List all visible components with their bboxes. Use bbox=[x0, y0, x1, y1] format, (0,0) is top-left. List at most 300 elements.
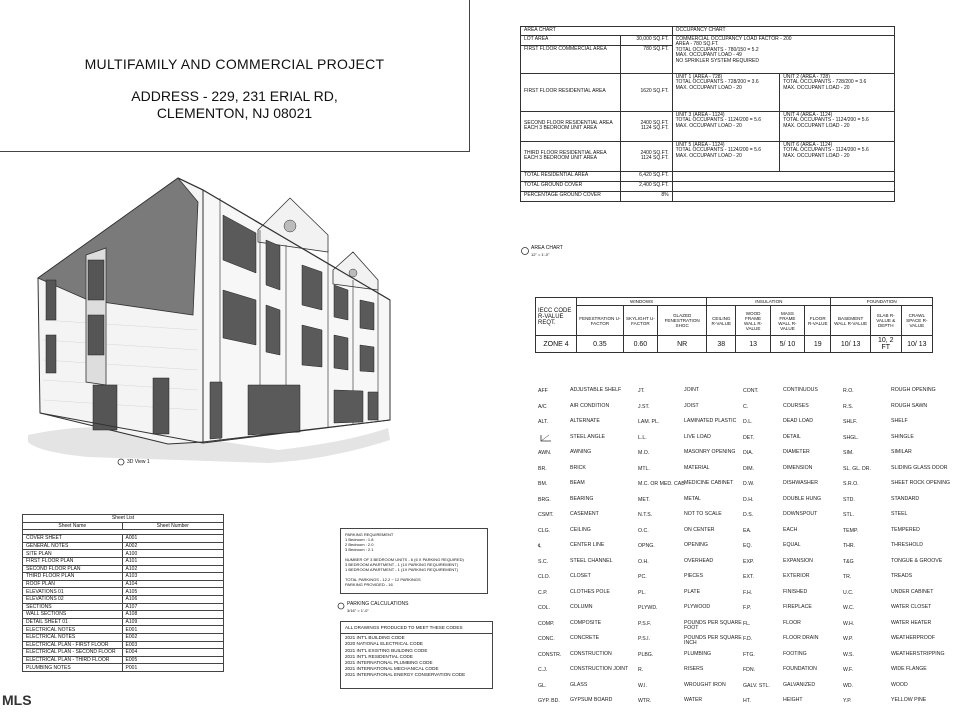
iecc-label: IECC CODE R-VALUE REQT. bbox=[536, 298, 577, 336]
abbreviation-code: R.S. bbox=[843, 403, 854, 410]
abbreviation-code: LAM. PL. bbox=[638, 419, 660, 425]
abbreviation-code: DIM. bbox=[743, 465, 754, 472]
area-row-label: PERCENTAGE GROUND COVER bbox=[521, 191, 621, 201]
abbreviation-code: W.C. bbox=[843, 605, 855, 611]
empty-cell bbox=[672, 181, 894, 191]
abbreviation-code: W.F. bbox=[843, 667, 854, 673]
abbreviation-code: O.H. bbox=[638, 558, 649, 565]
abbreviation-meaning: FINISHED bbox=[783, 588, 808, 595]
abbreviation-code: R.O. bbox=[843, 388, 854, 394]
title-block bbox=[0, 0, 470, 152]
abbreviation-meaning: DOWNSPOUT bbox=[783, 511, 818, 517]
sheet-name: DETAIL SHEET 01 bbox=[23, 618, 123, 626]
unit-occupancy: UNIT 1 (AREA - 728) TOTAL OCCUPANTS - 728/200 = 3.6 MAX. OCCUPANT LOAD - 20 bbox=[672, 73, 780, 111]
abbreviation-code: R. bbox=[638, 667, 644, 673]
abbreviation-meaning: WEATHERSTRIPPING bbox=[891, 650, 945, 657]
abbreviation-code: COL. bbox=[538, 605, 551, 611]
abbreviation-code: FDN. bbox=[743, 667, 756, 673]
iecc-column-header: BASEMENT WALL R-VALUE bbox=[831, 306, 870, 336]
abbreviation-code: PLYWD. bbox=[638, 605, 658, 611]
sheet-number: E001 bbox=[122, 626, 223, 634]
abbreviation-code: M.O. bbox=[638, 450, 650, 456]
parking-line: TOTAL PARKINGS - 12.2 ~ 12 PARKINGS bbox=[345, 577, 421, 582]
sheet-name: ELECTRICAL NOTES bbox=[23, 626, 123, 634]
abbreviation-meaning: PLATE bbox=[684, 588, 701, 595]
abbreviation-meaning: MEDICINE CABINET bbox=[684, 480, 734, 486]
abbreviation-code: COMP. bbox=[538, 620, 555, 627]
sheet-number-header: Sheet Number bbox=[122, 522, 223, 530]
abbreviation-meaning: TEMPERED bbox=[891, 526, 920, 533]
area-row-label: THIRD FLOOR RESIDENTIAL AREA EACH 3 BEDROOM UNIT AREA bbox=[521, 141, 621, 171]
sheet-number: E005 bbox=[122, 656, 223, 664]
abbreviation-code: BR. bbox=[538, 465, 547, 472]
abbreviation-meaning: TREADS bbox=[891, 573, 913, 579]
abbreviation-code: GL. bbox=[538, 682, 547, 689]
abbreviation-code: O.C. bbox=[638, 527, 649, 534]
parking-line: 1 Bedroom : 1.8 bbox=[345, 537, 374, 542]
abbreviation-meaning: GYPSUM BOARD bbox=[570, 697, 613, 703]
abbreviation-meaning: AWNING bbox=[570, 449, 592, 455]
sheet-number: P001 bbox=[122, 664, 223, 672]
abbreviation-meaning: COLUMN bbox=[570, 604, 593, 610]
abbreviation-code: FTG. bbox=[743, 651, 755, 658]
abbreviation-code: CSMT. bbox=[538, 512, 554, 518]
area-row-value: 8% bbox=[620, 191, 672, 201]
abbreviation-meaning: YELLOW PINE bbox=[891, 697, 927, 703]
abbreviation-code: TR. bbox=[843, 574, 852, 580]
abbreviation-code: BM. bbox=[538, 481, 548, 487]
table-row bbox=[23, 573, 224, 581]
abbreviation-meaning: ON CENTER bbox=[684, 526, 715, 533]
sheet-number: A103 bbox=[122, 573, 223, 581]
sheet-list-title: Sheet List bbox=[23, 515, 224, 523]
steel-angle-icon bbox=[540, 434, 552, 442]
codes-box bbox=[340, 621, 493, 689]
abbreviation-meaning: METAL bbox=[684, 495, 701, 502]
sheet-name: SITE PLAN bbox=[23, 550, 123, 558]
abbreviation-meaning: SHINGLE bbox=[891, 433, 914, 440]
code-line: 2020 NATIONAL ELECTRICAL CODE bbox=[345, 641, 423, 647]
abbreviation-code: W.H. bbox=[843, 620, 855, 627]
abbreviation-code: Y.P. bbox=[843, 698, 852, 704]
iecc-group-insulation: INSULATION bbox=[707, 298, 831, 306]
view-label: 3D View 1 bbox=[127, 459, 150, 465]
view-callout-icon bbox=[116, 457, 126, 467]
area-row-value: 2400 SQ.FT. 1124 SQ.FT. bbox=[620, 141, 672, 171]
sheet-number: A109 bbox=[122, 618, 223, 626]
abbreviation-meaning: FOUNDATION bbox=[783, 666, 817, 672]
abbreviation-meaning: THRESHOLD bbox=[891, 542, 923, 548]
abbreviation-code: EA. bbox=[743, 527, 752, 534]
abbreviation-meaning: RISERS bbox=[684, 666, 704, 672]
area-row-value: 780 SQ.FT. bbox=[620, 45, 672, 73]
abbreviation-code: ALT. bbox=[538, 419, 548, 425]
abbreviation-meaning: WIDE FLANGE bbox=[891, 666, 927, 672]
empty-cell bbox=[672, 171, 894, 181]
abbreviation-code: DIA. bbox=[743, 450, 754, 456]
abbreviation-meaning: UNDER CABINET bbox=[891, 588, 934, 595]
sheet-number: E003 bbox=[122, 641, 223, 649]
abbreviation-code: W.P. bbox=[843, 636, 854, 642]
sheet-number: E002 bbox=[122, 633, 223, 641]
sheet-name: ELEVATIONS 01 bbox=[23, 588, 123, 596]
abbreviation-meaning: AIR CONDITION bbox=[570, 402, 610, 409]
abbreviation-meaning: DIAMETER bbox=[783, 449, 810, 455]
iecc-column-header: GLAZED FENESTRATION SHGC bbox=[658, 306, 707, 336]
iecc-column-header: MASS FRAME WALL R-VALUE bbox=[770, 306, 804, 336]
abbreviation-code: C.J. bbox=[538, 667, 548, 673]
abbreviation-code: GALV. STL. bbox=[743, 682, 770, 689]
abbreviation-meaning: CASEMENT bbox=[570, 511, 599, 517]
abbreviation-meaning: ALTERNATE bbox=[570, 418, 600, 424]
abbreviation-code: D.S. bbox=[743, 512, 754, 518]
abbreviation-code: WD. bbox=[843, 682, 854, 689]
abbreviation-code: TEMP. bbox=[843, 527, 859, 534]
abbreviation-code: GYP. BD. bbox=[538, 698, 560, 704]
abbreviation-meaning: DOUBLE HUNG bbox=[783, 495, 822, 502]
sheet-name: SECTIONS bbox=[23, 603, 123, 611]
abbreviation-meaning: BEARING bbox=[570, 495, 594, 502]
abbreviation-meaning: MATERIAL bbox=[684, 464, 710, 471]
area-chart-scale: 12" = 1'-0" bbox=[531, 252, 550, 257]
table-row bbox=[23, 611, 224, 619]
iecc-value: 13 bbox=[736, 336, 771, 353]
abbreviation-code: S.R.O. bbox=[843, 481, 859, 487]
table-row bbox=[23, 664, 224, 672]
abbreviation-meaning: HEIGHT bbox=[783, 697, 803, 703]
iecc-group-windows: WINDOWS bbox=[577, 298, 707, 306]
abbreviation-code: MET. bbox=[638, 496, 650, 503]
sheet-number: A106 bbox=[122, 595, 223, 603]
iecc-table bbox=[535, 297, 933, 353]
abbreviation-meaning: WATER HEATER bbox=[891, 619, 932, 626]
area-row-label: TOTAL RESIDENTIAL AREA bbox=[521, 171, 621, 181]
area-row-label: TOTAL GROUND COVER bbox=[521, 181, 621, 191]
abbreviation-meaning: SHEET ROCK OPENING bbox=[891, 480, 950, 486]
parking-line: 2 Bedroom : 2.0 bbox=[345, 542, 374, 547]
abbreviation-code: HT. bbox=[743, 698, 751, 704]
area-row-value: 6,420 SQ.FT. bbox=[620, 171, 672, 181]
abbreviation-meaning: FOOTING bbox=[783, 650, 807, 657]
project-address: ADDRESS - 229, 231 ERIAL RD, CLEMENTON, NJ 08021 bbox=[131, 88, 338, 121]
sheet-name: ELECTRICAL PLAN - THIRD FLOOR bbox=[23, 656, 123, 664]
abbreviation-meaning: ROUGH SAWN bbox=[891, 402, 928, 409]
abbreviation-code: MTL. bbox=[638, 465, 650, 472]
abbreviation-code: PC. bbox=[638, 574, 647, 580]
empty-cell bbox=[672, 191, 894, 201]
abbreviation-code: D.L. bbox=[743, 419, 753, 425]
sheet-name: PLUMBING NOTES bbox=[23, 664, 123, 672]
area-chart-caption: AREA CHART bbox=[531, 245, 563, 251]
table-row bbox=[23, 641, 224, 649]
parking-caption: PARKING CALCULATIONS bbox=[347, 601, 409, 607]
area-row-value: 1620 SQ.FT. bbox=[620, 73, 672, 111]
abbreviation-code: FL. bbox=[743, 620, 751, 627]
abbreviation-code: DET. bbox=[743, 434, 755, 441]
abbreviation-meaning: ROUGH OPENING bbox=[891, 387, 936, 393]
building-3d-view bbox=[28, 160, 398, 465]
table-row bbox=[23, 633, 224, 641]
parking-line: PARKING PROVIDED - 16 bbox=[345, 582, 393, 587]
iecc-column-header: CRAWL SPACE R-VALUE bbox=[901, 306, 932, 336]
abbreviation-meaning: STEEL ANGLE bbox=[570, 433, 605, 440]
abbreviation-code: AFF bbox=[538, 388, 548, 394]
parking-callout-icon bbox=[336, 601, 346, 611]
abbreviation-meaning: CENTER LINE bbox=[570, 542, 605, 548]
abbreviation-meaning: TONGUE & GROOVE bbox=[891, 557, 943, 564]
abbreviation-code: F.P. bbox=[743, 605, 752, 611]
code-line: 2021 INTERNATIONAL MECHANICAL CODE bbox=[345, 666, 439, 672]
code-line: 2021 INT'L EXISTING BUILDING CODE bbox=[345, 647, 428, 653]
sheet-name: ELECTRICAL NOTES bbox=[23, 633, 123, 641]
abbreviation-meaning: PIECES bbox=[684, 573, 704, 579]
abbreviation-meaning: DISHWASHER bbox=[783, 480, 818, 486]
table-row bbox=[23, 557, 224, 565]
unit-occupancy: UNIT 3 (AREA - 1124) TOTAL OCCUPANTS - 1124/200 = 5.6 MAX. OCCUPANT LOAD - 20 bbox=[672, 111, 780, 141]
table-row bbox=[23, 550, 224, 558]
area-chart-table bbox=[520, 26, 895, 202]
sheet-number: A002 bbox=[122, 542, 223, 550]
abbreviation-meaning: WATER CLOSET bbox=[891, 604, 932, 610]
abbreviation-code: SIM. bbox=[843, 450, 854, 456]
sheet-name: ELECTRICAL PLAN - FIRST FLOOR bbox=[23, 641, 123, 649]
abbreviation-meaning: SIMILAR bbox=[891, 449, 912, 455]
table-row bbox=[23, 649, 224, 657]
commercial-occupancy: COMMERCIAL OCCUPANCY LOAD FACTOR - 200 AREA - 780 SQ.FT. TOTAL OCCUPANTS - 780/150 = 5.2 MAX. OCCUPANT LOAD - 49 NO SPRIKLER SYSTEM REQUIRED bbox=[672, 35, 894, 73]
abbreviation-meaning: ADJUSTABLE SHELF bbox=[570, 387, 622, 393]
table-row bbox=[23, 618, 224, 626]
abbreviation-code: N.T.S. bbox=[638, 512, 653, 518]
iecc-column-header: FENESTRATION U-FACTOR bbox=[577, 306, 624, 336]
iecc-value: 10, 2 FT bbox=[870, 336, 901, 353]
sheet-number: A105 bbox=[122, 588, 223, 596]
abbreviation-code: CLO. bbox=[538, 574, 551, 580]
abbreviation-code: C. bbox=[743, 403, 749, 410]
abbreviation-code: D.W. bbox=[743, 481, 755, 487]
iecc-column-header: CEILING R-VALUE bbox=[707, 306, 736, 336]
abbreviation-code: S.C. bbox=[538, 558, 549, 565]
table-row bbox=[23, 535, 224, 543]
abbreviation-meaning: LIVE LOAD bbox=[684, 433, 711, 440]
area-chart-header: AREA CHART bbox=[521, 27, 673, 36]
sheet-number: A001 bbox=[122, 535, 223, 543]
abbreviation-code: CONC. bbox=[538, 636, 555, 642]
abbreviation-code: D.H. bbox=[743, 496, 754, 503]
abbreviation-code: T&G bbox=[843, 558, 854, 565]
iecc-zone: ZONE 4 bbox=[536, 336, 577, 353]
parking-line: 3 Bedroom : 2.1 bbox=[345, 547, 374, 552]
parking-line: 1 BEDROOM APARTMENT - 1 (1X PARKING REQUIREMENT) bbox=[345, 567, 459, 572]
sheet-name: THIRD FLOOR PLAN bbox=[23, 573, 123, 581]
abbreviation-meaning: WOOD bbox=[891, 681, 908, 688]
iecc-value: 5/ 10 bbox=[770, 336, 804, 353]
iecc-value: 38 bbox=[707, 336, 736, 353]
abbreviation-meaning: GLASS bbox=[570, 681, 588, 688]
mls-watermark: MLS bbox=[2, 692, 32, 708]
abbreviation-meaning: POUNDS PER SQUARE INCH bbox=[684, 635, 742, 647]
abbreviation-meaning: SHELF bbox=[891, 418, 908, 424]
abbreviation-meaning: WEATHERPROOF bbox=[891, 635, 935, 641]
unit-occupancy: UNIT 2 (AREA - 728) TOTAL OCCUPANTS - 728/200 = 3.6 MAX. OCCUPANT LOAD - 20 bbox=[780, 73, 895, 111]
abbreviation-code: JT. bbox=[638, 388, 645, 394]
sheet-number: E004 bbox=[122, 649, 223, 657]
iecc-value: 10/ 13 bbox=[831, 336, 870, 353]
sheet-number: A108 bbox=[122, 611, 223, 619]
abbreviation-code: W.S. bbox=[843, 651, 854, 658]
area-row-label: FIRST FLOOR COMMERCIAL AREA bbox=[521, 45, 621, 73]
code-line: 2021 INTERNATIONAL PLUMBING CODE bbox=[345, 660, 433, 666]
abbreviation-code: EQ. bbox=[743, 543, 752, 549]
abbreviation-code: SHLF. bbox=[843, 419, 858, 425]
sheet-number: A107 bbox=[122, 603, 223, 611]
table-row bbox=[23, 565, 224, 573]
abbreviation-code: SHGL. bbox=[843, 434, 859, 441]
parking-line: NUMBER OF 3 BEDROOM UNITS - 6 (6 X PARKING REQUIRED) bbox=[345, 557, 464, 562]
abbreviation-code: OPNG. bbox=[638, 543, 655, 549]
table-row bbox=[23, 626, 224, 634]
abbreviation-meaning: WATER bbox=[684, 697, 703, 703]
area-chart-callout-icon bbox=[520, 246, 530, 256]
iecc-value: 0.35 bbox=[577, 336, 624, 353]
table-row bbox=[23, 580, 224, 588]
sheet-name: COVER SHEET bbox=[23, 535, 123, 543]
sheet-name: FIRST FLOOR PLAN bbox=[23, 557, 123, 565]
sheet-name: GENERAL NOTES bbox=[23, 542, 123, 550]
iecc-column-header: SLAB R-VALUE & DEPTH bbox=[870, 306, 901, 336]
code-line: 2021 INTERNATIONAL ENERGY CONSERVATION CODE bbox=[345, 672, 466, 678]
code-line: 2021 INT'L BUILDING CODE bbox=[345, 635, 405, 641]
area-row-value: 2400 SQ.FT. 1124 SQ.FT. bbox=[620, 111, 672, 141]
abbreviation-meaning: FIREPLACE bbox=[783, 604, 812, 610]
abbreviation-code: WTR. bbox=[638, 698, 652, 704]
sheet-number: A100 bbox=[122, 550, 223, 558]
abbreviation-code: F.D. bbox=[743, 636, 753, 642]
abbreviation-meaning: BRICK bbox=[570, 464, 586, 471]
iecc-value: 19 bbox=[805, 336, 831, 353]
abbreviation-meaning: FLOOR bbox=[783, 619, 801, 626]
abbreviation-meaning: CONCRETE bbox=[570, 635, 600, 641]
sheet-name: ROOF PLAN bbox=[23, 580, 123, 588]
abbreviation-meaning: STEEL bbox=[891, 511, 908, 517]
parking-line: 3 BEDROOM APARTMENT - 1 (1X PARKING REQUIREMENT) bbox=[345, 562, 459, 567]
sheet-number: A102 bbox=[122, 565, 223, 573]
area-row-value: 2,400 SQ.FT. bbox=[620, 181, 672, 191]
abbreviation-code: U.C. bbox=[843, 589, 854, 596]
sheet-list-table bbox=[22, 514, 224, 672]
parking-title: PARKING REQUIREMENT bbox=[345, 532, 394, 537]
abbreviation-meaning: NOT TO SCALE bbox=[684, 511, 722, 517]
iecc-value: 10/ 13 bbox=[901, 336, 932, 353]
abbreviation-meaning: COURSES bbox=[783, 402, 809, 409]
table-row bbox=[23, 595, 224, 603]
abbreviation-meaning: WROUGHT IRON bbox=[684, 681, 726, 688]
table-row bbox=[23, 603, 224, 611]
abbreviation-code: W.I. bbox=[638, 682, 647, 689]
abbreviation-meaning: GALVANIZED bbox=[783, 681, 816, 688]
abbreviation-meaning: MASONRY OPENING bbox=[684, 449, 736, 455]
abbreviation-code: M.C. OR MED. CAB bbox=[638, 481, 685, 487]
sheet-name-header: Sheet Name bbox=[23, 522, 123, 530]
iecc-column-header: SKYLIGHT U-FACTOR bbox=[623, 306, 657, 336]
abbreviation-code: CONSTR. bbox=[538, 651, 562, 658]
abbreviation-code: THR. bbox=[843, 543, 856, 549]
abbreviation-meaning: STEEL CHANNEL bbox=[570, 557, 613, 564]
abbreviation-meaning: EACH bbox=[783, 526, 798, 533]
abbreviation-meaning: FLOOR DRAIN bbox=[783, 635, 819, 641]
abbreviation-code: C.P. bbox=[538, 589, 548, 596]
area-row-label: SECOND FLOOR RESIDENTIAL AREA EACH 3 BEDROOM UNIT AREA bbox=[521, 111, 621, 141]
abbreviation-code: CLG. bbox=[538, 527, 551, 534]
abbreviation-code: BRG. bbox=[538, 496, 551, 503]
abbreviation-meaning: STANDARD bbox=[891, 495, 920, 502]
abbreviation-code: CONT. bbox=[743, 388, 759, 394]
abbreviation-meaning: EQUAL bbox=[783, 542, 801, 548]
iecc-column-header: FLOOR R-VALUE bbox=[805, 306, 831, 336]
abbreviation-meaning: EXPANSION bbox=[783, 557, 813, 564]
table-row bbox=[23, 542, 224, 550]
abbreviation-code: EXP. bbox=[743, 558, 755, 565]
abbreviation-meaning: CLOTHES POLE bbox=[570, 588, 610, 595]
unit-occupancy: UNIT 4 (AREA - 1124) TOTAL OCCUPANTS - 1124/200 = 5.6 MAX. OCCUPANT LOAD - 20 bbox=[780, 111, 895, 141]
table-row bbox=[23, 588, 224, 596]
abbreviation-code: ℄ bbox=[538, 543, 542, 549]
code-line: 2021 INT'L RESIDENTIAL CODE bbox=[345, 653, 413, 659]
abbreviation-code: PL. bbox=[638, 589, 646, 596]
abbreviation-code: F.H. bbox=[743, 589, 753, 596]
abbreviation-code: STL. bbox=[843, 512, 854, 518]
sheet-name: ELECTRICAL PLAN - SECOND FLOOR bbox=[23, 649, 123, 657]
abbreviation-meaning: COMPOSITE bbox=[570, 619, 602, 626]
sheet-name: SECOND FLOOR PLAN bbox=[23, 565, 123, 573]
area-row-label: FIRST FLOOR RESIDENTIAL AREA bbox=[521, 73, 621, 111]
abbreviation-meaning: JOINT bbox=[684, 387, 699, 393]
codes-title: ALL DRAWINGS PRODUCED TO MEET THESE CODES bbox=[345, 625, 463, 630]
abbreviation-meaning: POUNDS PER SQUARE FOOT bbox=[684, 619, 742, 631]
abbreviation-meaning: CEILING bbox=[570, 526, 591, 533]
parking-requirement-box bbox=[340, 528, 488, 594]
abbreviation-code: SL. GL. DR. bbox=[843, 465, 871, 472]
abbreviation-code: PLBG. bbox=[638, 651, 654, 658]
iecc-column-header: WOOD FRAME WALL R-VALUE bbox=[736, 306, 771, 336]
area-row-label: LOT AREA bbox=[521, 35, 621, 45]
abbreviation-code: STD. bbox=[843, 496, 855, 503]
abbreviation-meaning: JOIST bbox=[684, 402, 699, 409]
unit-occupancy: UNIT 6 (AREA - 1124) TOTAL OCCUPANTS - 1124/200 = 5.6 MAX. OCCUPANT LOAD - 20 bbox=[780, 141, 895, 171]
abbreviation-meaning: PLUMBING bbox=[684, 650, 712, 657]
abbreviation-code: A/C bbox=[538, 403, 547, 410]
abbreviation-meaning: OPENING bbox=[684, 542, 708, 548]
abbreviation-code: P.S.I. bbox=[638, 636, 651, 642]
abbreviation-meaning: DETAIL bbox=[783, 433, 801, 440]
sheet-number: A101 bbox=[122, 557, 223, 565]
table-row bbox=[23, 656, 224, 664]
parking-scale: 3/16" = 1'-0" bbox=[347, 608, 369, 613]
abbreviation-meaning: BEAM bbox=[570, 480, 585, 486]
abbreviation-meaning: CONTINUOUS bbox=[783, 387, 818, 393]
occupancy-chart-header: OCCUPANCY CHART bbox=[672, 27, 894, 36]
abbreviation-meaning: SLIDING GLASS DOOR bbox=[891, 464, 948, 471]
unit-occupancy: UNIT 5 (AREA - 1124) TOTAL OCCUPANTS - 1124/200 = 5.6 MAX. OCCUPANT LOAD - 20 bbox=[672, 141, 780, 171]
abbreviation-meaning: CLOSET bbox=[570, 573, 591, 579]
abbreviation-meaning: EXTERIOR bbox=[783, 573, 810, 579]
abbreviation-code: J.ST. bbox=[638, 403, 650, 410]
abbreviation-meaning: LAMINATED PLASTIC bbox=[684, 418, 737, 424]
sheet-number: A104 bbox=[122, 580, 223, 588]
abbreviation-meaning: CONSTRUCTION JOINT bbox=[570, 666, 629, 672]
iecc-group-foundation: FOUNDATION bbox=[831, 298, 933, 306]
sheet-name: ELEVATIONS 02 bbox=[23, 595, 123, 603]
abbreviation-code: AWN. bbox=[538, 450, 552, 456]
